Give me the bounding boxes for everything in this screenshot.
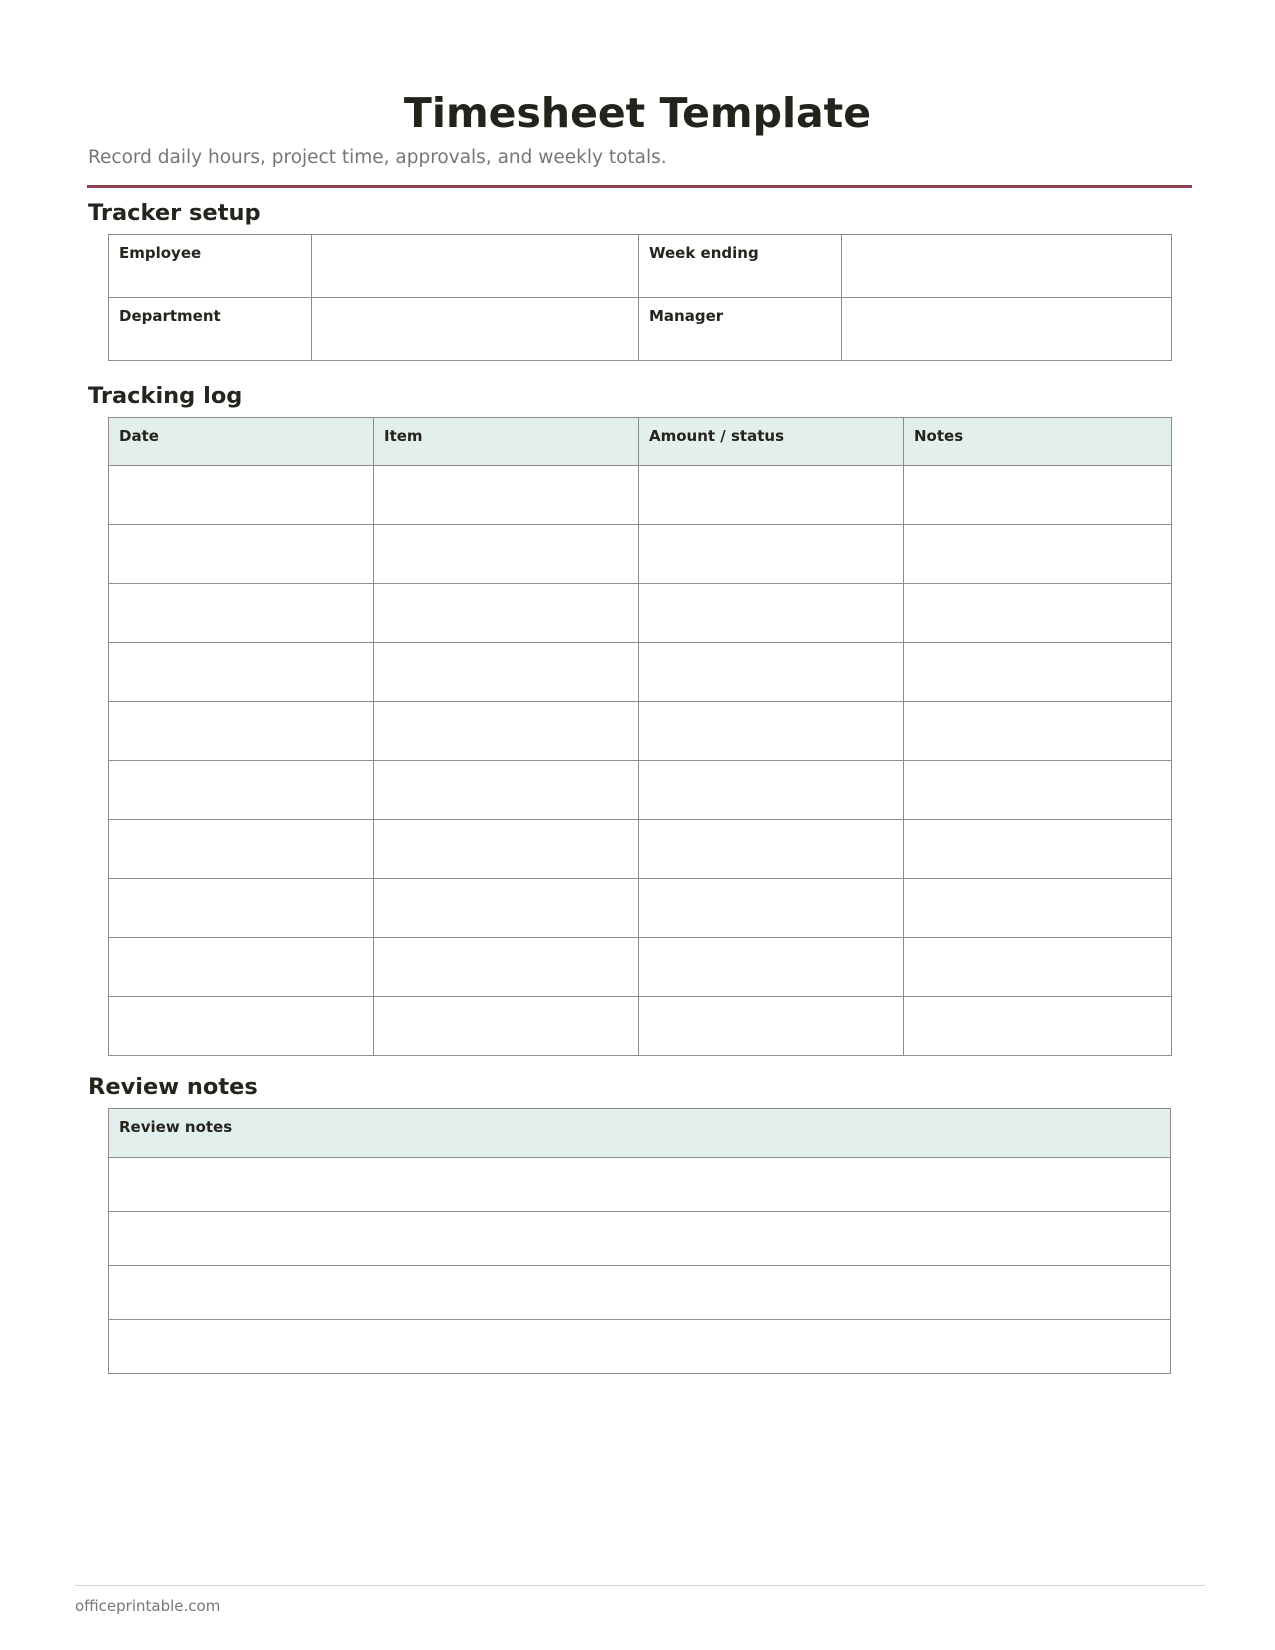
table-row	[109, 1266, 1171, 1320]
item-cell[interactable]	[374, 761, 639, 820]
notes-cell[interactable]	[904, 702, 1172, 761]
date-cell[interactable]	[109, 938, 374, 997]
table-row	[109, 761, 1172, 820]
notes-cell[interactable]	[904, 938, 1172, 997]
review-notes-cell[interactable]	[109, 1266, 1171, 1320]
amount-status-cell[interactable]	[639, 525, 904, 584]
tracking-log-heading: Tracking log	[88, 383, 243, 409]
item-cell[interactable]	[374, 938, 639, 997]
table-row	[109, 1320, 1171, 1374]
notes-cell[interactable]	[904, 584, 1172, 643]
notes-cell[interactable]	[904, 820, 1172, 879]
table-row	[109, 466, 1172, 525]
date-cell[interactable]	[109, 761, 374, 820]
notes-cell[interactable]	[904, 761, 1172, 820]
table-row	[109, 997, 1172, 1056]
department-label: Department	[109, 298, 312, 361]
manager-field[interactable]	[842, 298, 1172, 361]
item-cell[interactable]	[374, 643, 639, 702]
employee-field[interactable]	[312, 235, 639, 298]
item-cell[interactable]	[374, 584, 639, 643]
item-cell[interactable]	[374, 702, 639, 761]
review-notes-cell[interactable]	[109, 1320, 1171, 1374]
table-row	[109, 584, 1172, 643]
table-row	[109, 938, 1172, 997]
table-row	[109, 1158, 1171, 1212]
setup-row-employee	[109, 235, 1172, 298]
amount-status-cell[interactable]	[639, 997, 904, 1056]
tracker-setup-heading: Tracker setup	[88, 200, 261, 226]
item-cell[interactable]	[374, 466, 639, 525]
employee-label: Employee	[109, 235, 312, 298]
item-cell[interactable]	[374, 525, 639, 584]
footer-source: officeprintable.com	[75, 1597, 221, 1615]
notes-cell[interactable]	[904, 466, 1172, 525]
column-header-date: Date	[109, 418, 374, 466]
amount-status-cell[interactable]	[639, 466, 904, 525]
date-cell[interactable]	[109, 997, 374, 1056]
title-divider	[87, 185, 1192, 188]
table-row	[109, 1212, 1171, 1266]
setup-row-department	[109, 298, 1172, 361]
amount-status-cell[interactable]	[639, 643, 904, 702]
table-row	[109, 643, 1172, 702]
amount-status-cell[interactable]	[639, 820, 904, 879]
department-field[interactable]	[312, 298, 639, 361]
week-ending-label: Week ending	[639, 235, 842, 298]
notes-cell[interactable]	[904, 525, 1172, 584]
footer-divider	[75, 1585, 1205, 1586]
date-cell[interactable]	[109, 525, 374, 584]
tracking-log-header-row	[109, 418, 1172, 466]
table-row	[109, 702, 1172, 761]
review-notes-table	[108, 1108, 1171, 1374]
item-cell[interactable]	[374, 879, 639, 938]
week-ending-field[interactable]	[842, 235, 1172, 298]
notes-cell[interactable]	[904, 643, 1172, 702]
item-cell[interactable]	[374, 820, 639, 879]
date-cell[interactable]	[109, 702, 374, 761]
date-cell[interactable]	[109, 584, 374, 643]
date-cell[interactable]	[109, 820, 374, 879]
table-row	[109, 879, 1172, 938]
column-header-review-notes: Review notes	[109, 1109, 1171, 1158]
amount-status-cell[interactable]	[639, 761, 904, 820]
item-cell[interactable]	[374, 997, 639, 1056]
tracker-setup-table	[108, 234, 1172, 361]
date-cell[interactable]	[109, 879, 374, 938]
column-header-notes: Notes	[904, 418, 1172, 466]
notes-cell[interactable]	[904, 997, 1172, 1056]
column-header-item: Item	[374, 418, 639, 466]
notes-cell[interactable]	[904, 879, 1172, 938]
table-row	[109, 820, 1172, 879]
date-cell[interactable]	[109, 466, 374, 525]
amount-status-cell[interactable]	[639, 584, 904, 643]
manager-label: Manager	[639, 298, 842, 361]
date-cell[interactable]	[109, 643, 374, 702]
amount-status-cell[interactable]	[639, 702, 904, 761]
review-notes-header-row	[109, 1109, 1171, 1158]
review-notes-cell[interactable]	[109, 1158, 1171, 1212]
page-subtitle: Record daily hours, project time, approvals, and weekly totals.	[88, 147, 667, 168]
amount-status-cell[interactable]	[639, 879, 904, 938]
table-row	[109, 525, 1172, 584]
column-header-amount-status: Amount / status	[639, 418, 904, 466]
review-notes-heading: Review notes	[88, 1074, 258, 1100]
review-notes-cell[interactable]	[109, 1212, 1171, 1266]
amount-status-cell[interactable]	[639, 938, 904, 997]
page-title: Timesheet Template	[403, 89, 872, 137]
tracking-log-table	[108, 417, 1172, 1056]
